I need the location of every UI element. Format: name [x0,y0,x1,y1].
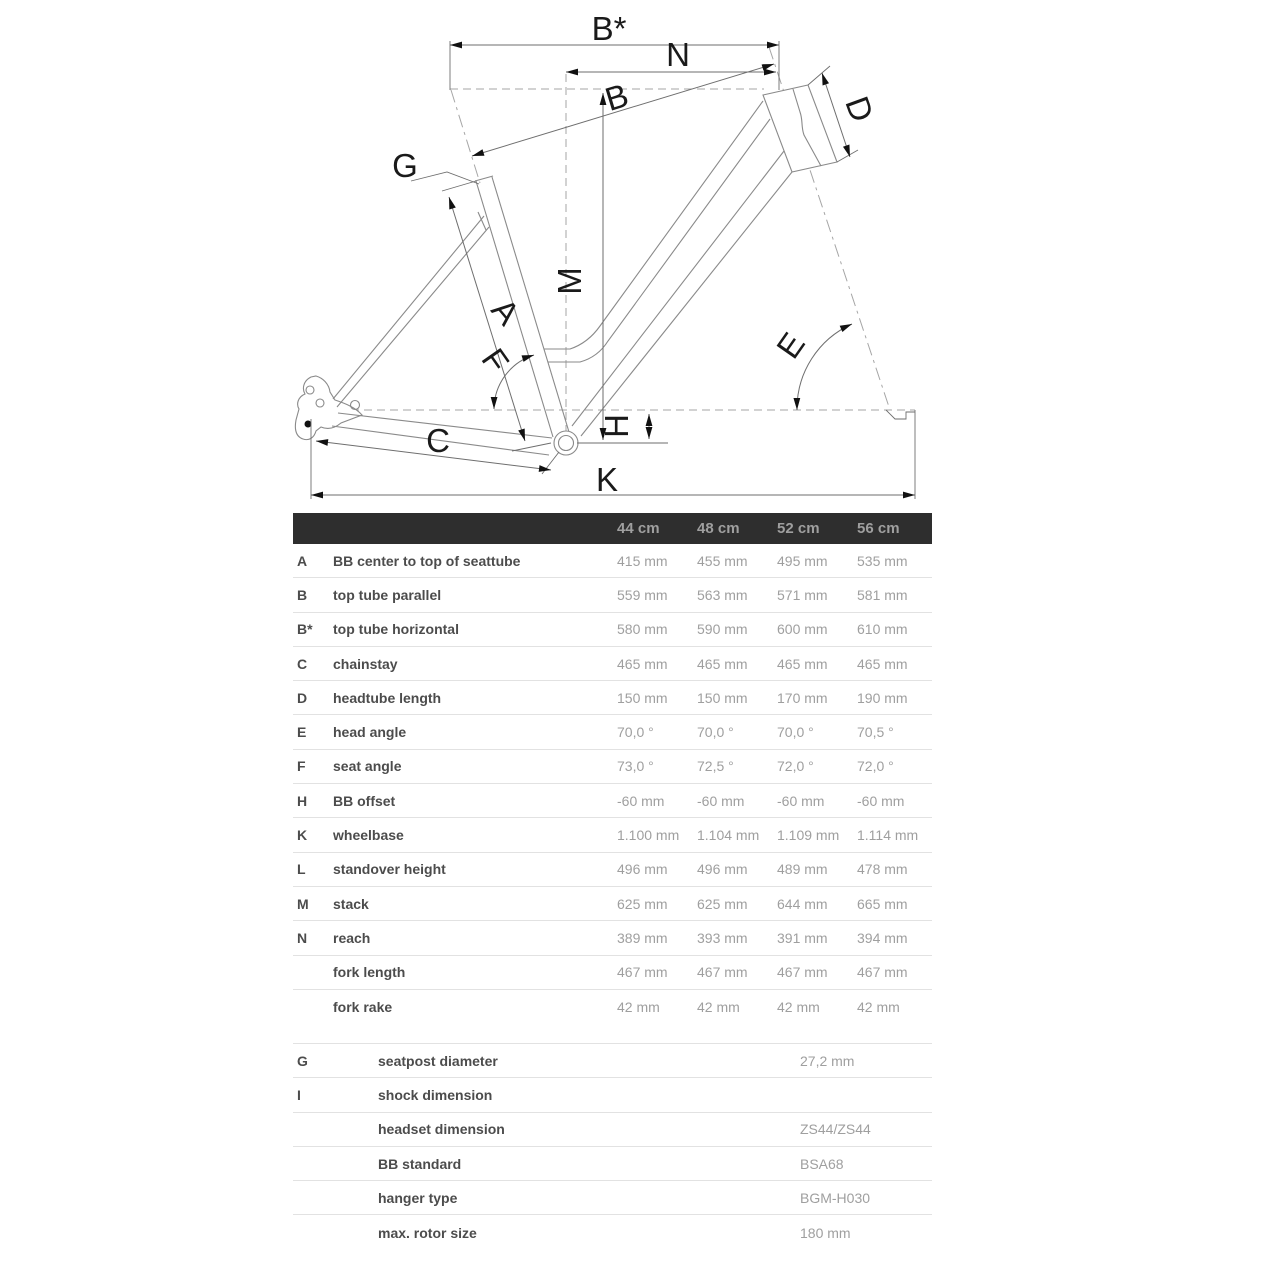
row-value-44cm: 150 mm [617,689,668,706]
geometry-table-header [293,513,932,544]
spec-table-row [293,1113,932,1147]
downtube-bottom-edge [581,172,792,436]
row-value: 180 mm [800,1224,851,1241]
spec-table [293,1043,932,1250]
headtube [763,85,837,172]
row-letter: L [297,861,306,878]
row-letter: I [297,1086,301,1103]
row-value-52cm: 72,0 ° [777,758,814,775]
diagram-label-top-tube-parallel: B [600,76,633,118]
spec-table-body [293,1044,932,1250]
row-value-48cm: -60 mm [697,792,745,809]
row-value-48cm: 590 mm [697,621,748,638]
diagram-label-seattube-length: A [484,291,528,332]
row-value-44cm: 42 mm [617,999,660,1015]
row-value-52cm: 571 mm [777,586,828,603]
row-value: ZS44/ZS44 [800,1121,871,1138]
row-value-56cm: 610 mm [857,621,908,638]
diagram-label-reach: N [666,36,690,73]
row-value-44cm: -60 mm [617,792,665,809]
row-label: reach [333,929,371,946]
rear-axle-dot [305,421,312,428]
geometry-table-row [293,750,932,784]
row-label: shock dimension [378,1086,493,1103]
diagram-label-chainstay: C [426,422,450,459]
row-value-48cm: 496 mm [697,861,748,878]
fork-axle-notch [886,410,915,419]
geometry-table-row [293,818,932,852]
row-value-52cm: 600 mm [777,621,828,638]
row-value-48cm: 42 mm [697,999,740,1015]
row-value-44cm: 496 mm [617,861,668,878]
column-header-52cm: 52 cm [777,520,820,537]
row-letter: F [297,758,306,775]
row-value-52cm: 467 mm [777,964,828,981]
row-label: fork rake [333,999,393,1015]
row-value-52cm: -60 mm [777,792,825,809]
row-value-52cm: 1.109 mm [777,827,840,844]
row-value-56cm: 394 mm [857,929,908,946]
geometry-table-row [293,956,932,990]
row-value-56cm: 478 mm [857,861,908,878]
row-letter: K [297,827,308,844]
seatstay-upper-edge [333,216,484,399]
diagram-label-stack: M [551,267,588,295]
diagram-label-seat-angle: F [474,341,517,380]
row-value-48cm: 563 mm [697,586,748,603]
row-label: standover height [333,861,446,878]
row-label: chainstay [333,655,398,672]
geometry-table-row [293,681,932,715]
row-value-48cm: 465 mm [697,655,748,672]
row-value-44cm: 465 mm [617,655,668,672]
dimension-head-angle-arc [797,324,852,410]
bottom-bracket-outer-circle [554,431,578,455]
row-value-48cm: 150 mm [697,689,748,706]
row-letter: M [297,895,309,912]
row-value-48cm: 1.104 mm [697,827,760,844]
row-value-44cm: 1.100 mm [617,827,680,844]
diagram-label-top-tube-horizontal: B* [591,10,627,47]
row-value-56cm: 1.114 mm [857,827,919,844]
row-value-56cm: 467 mm [857,964,908,981]
row-value-44cm: 70,0 ° [617,724,654,741]
row-value-52cm: 170 mm [777,689,828,706]
spec-table-row [293,1147,932,1181]
spec-table-row [293,1078,932,1112]
row-letter: G [297,1052,308,1069]
row-value-52cm: 42 mm [777,999,820,1015]
row-label: headtube length [333,689,442,706]
row-value-56cm: 42 mm [857,999,900,1015]
row-value-52cm: 489 mm [777,861,828,878]
row-letter: N [297,929,308,946]
seatpost-leader-line [411,172,479,184]
spec-table-row [293,1215,932,1249]
row-value-44cm: 415 mm [617,552,668,569]
row-value-48cm: 393 mm [697,929,748,946]
row-letter: B* [297,621,313,638]
row-value-56cm: 190 mm [857,689,908,706]
row-label: BB standard [378,1155,462,1172]
row-letter: H [297,792,308,809]
dropout-hole [351,401,360,410]
row-label: top tube horizontal [333,621,459,638]
row-value-48cm: 72,5 ° [697,758,734,775]
geometry-table-row [293,647,932,681]
row-value-48cm: 467 mm [697,964,748,981]
row-value-52cm: 495 mm [777,552,828,569]
row-value-56cm: 70,5 ° [857,724,894,741]
geometry-table-row [293,613,932,647]
row-label: BB offset [333,792,396,809]
row-value-52cm: 391 mm [777,929,828,946]
geometry-table-row [293,544,932,578]
row-label: seatpost diameter [378,1052,498,1069]
column-header-56cm: 56 cm [857,520,900,537]
geometry-table-row [293,784,932,818]
geometry-table-row [293,578,932,612]
row-label: fork length [333,964,406,981]
diagram-label-seatpost: G [392,147,418,184]
row-value-56cm: -60 mm [857,792,905,809]
geometry-table-body [293,544,932,1024]
row-value-52cm: 70,0 ° [777,724,814,741]
row-label: head angle [333,724,407,741]
row-value-44cm: 580 mm [617,621,668,638]
geometry-table-row [293,715,932,749]
row-letter: D [297,689,308,706]
row-value: BSA68 [800,1155,844,1172]
row-letter: E [297,724,307,741]
row-value: 27,2 mm [800,1052,855,1069]
row-value: BGM-H030 [800,1189,871,1206]
row-label: wheelbase [333,827,404,844]
row-label: max. rotor size [378,1224,477,1241]
row-value-44cm: 73,0 ° [617,758,654,775]
row-label: headset dimension [378,1121,505,1138]
column-header-44cm: 44 cm [617,520,660,537]
geometry-table-row [293,990,932,1024]
downtube-inner-lower-line [572,151,784,426]
seatstay-lower-edge [337,227,489,407]
row-value-44cm: 625 mm [617,895,668,912]
geometry-table-row [293,853,932,887]
row-value-52cm: 644 mm [777,895,828,912]
row-value-56cm: 465 mm [857,655,908,672]
row-value-56cm: 665 mm [857,895,908,912]
row-letter: B [297,586,308,603]
geometry-table-row [293,887,932,921]
geometry-table-row [293,921,932,955]
row-value-48cm: 455 mm [697,552,748,569]
downtube-top-edge [544,101,763,349]
row-label: stack [333,895,369,912]
row-label: top tube parallel [333,586,442,603]
row-value-52cm: 465 mm [777,655,828,672]
row-value-56cm: 72,0 ° [857,758,894,775]
diagram-label-headtube-length: D [838,91,882,127]
diagram-label-head-angle: E [769,325,813,366]
row-value-48cm: 625 mm [697,895,748,912]
seat-axis-extension-line [451,90,480,183]
row-value-44cm: 467 mm [617,964,668,981]
diagram-label-bb-offset: H [598,414,635,438]
spec-table-row [293,1181,932,1215]
row-value-44cm: 559 mm [617,586,668,603]
row-value-56cm: 535 mm [857,552,908,569]
row-value-44cm: 389 mm [617,929,668,946]
row-value-56cm: 581 mm [857,586,908,603]
column-header-48cm: 48 cm [697,520,740,537]
row-label: hanger type [378,1189,458,1206]
spec-table-row [293,1044,932,1078]
geometry-table [293,513,932,1024]
diagram-label-wheelbase: K [595,461,619,498]
row-letter: A [297,552,308,569]
row-label: seat angle [333,758,402,775]
row-value-48cm: 70,0 ° [697,724,734,741]
frame-geometry-diagram [0,0,1262,510]
row-label: BB center to top of seattube [333,552,521,569]
row-letter: C [297,655,308,672]
